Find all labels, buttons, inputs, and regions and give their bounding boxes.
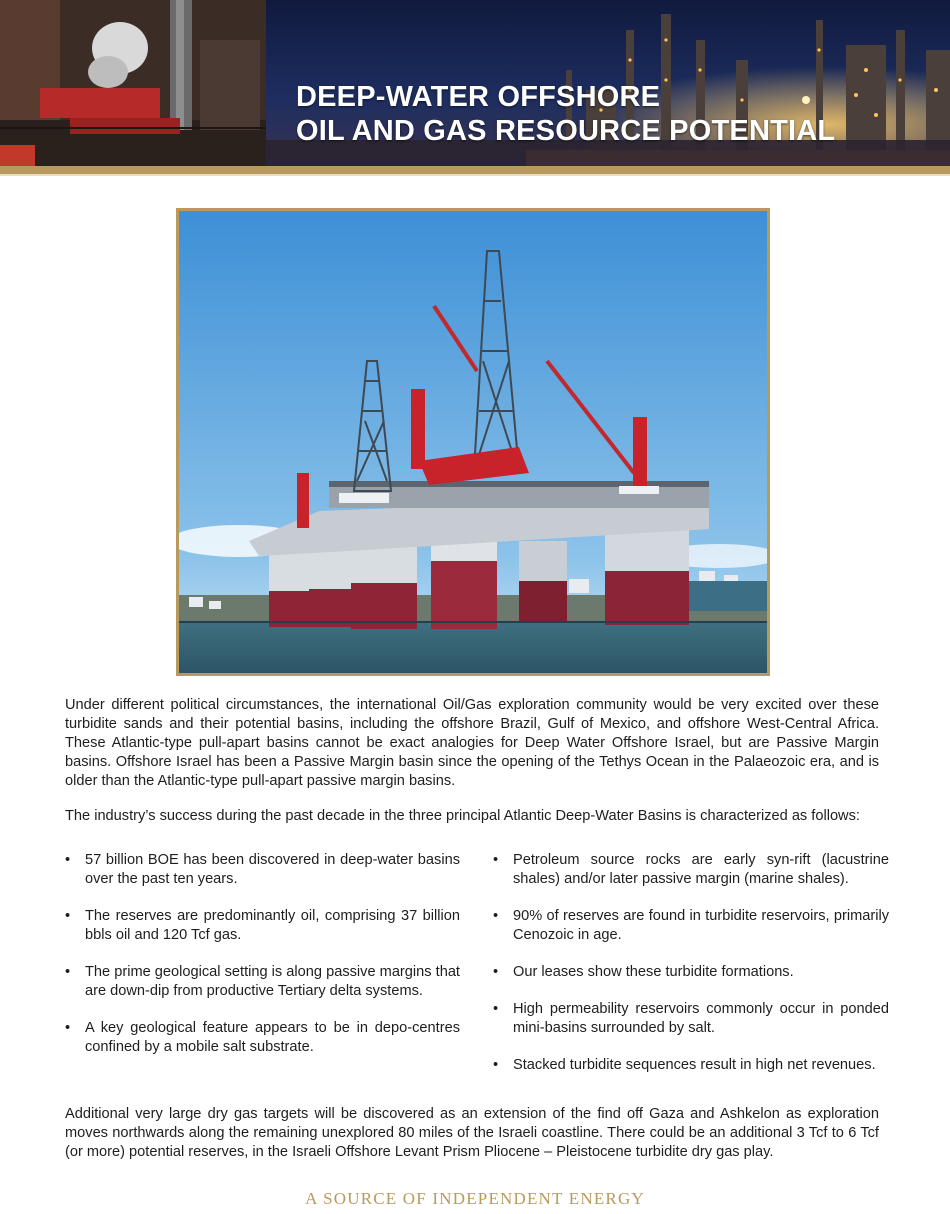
list-item-text: Stacked turbidite sequences result in high net revenues.	[513, 1057, 876, 1073]
bullet-dot: •	[65, 1020, 71, 1036]
bullet-list-right	[493, 851, 889, 1075]
bullet-dot: •	[493, 1001, 499, 1017]
bullet-dot: •	[493, 964, 499, 980]
list-item-text: 90% of reserves are found in turbidite reservoirs, primarily Cenozoic in age.	[513, 908, 889, 943]
bullet-dot: •	[65, 908, 71, 924]
closing-paragraph: Additional very large dry gas targets will be discovered as an extension of the find off Gaza and Ashkelon as exploration moves northwards along the remaining unexplored 80 miles of the Israeli coastline. There could be an additional 3 Tcf to 6 Tcf (or more) potential reserves, in the Israeli Offshore Levant Prism Pliocene – Pleistocene turbidite dry gas play.	[65, 1106, 879, 1160]
list-item	[65, 1019, 460, 1057]
list-item	[65, 851, 460, 889]
list-item	[493, 907, 889, 945]
list-item-text: The prime geological setting is along passive margins that are down-dip from productive Tertiary delta systems.	[85, 964, 460, 999]
list-item	[65, 907, 460, 945]
page-title	[296, 80, 835, 148]
lead-paragraph: The industry’s success during the past decade in the three principal Atlantic Deep-Water Basins is characterized as follows:	[65, 808, 860, 824]
bullet-dot: •	[493, 908, 499, 924]
drill-floor-photo	[0, 0, 266, 166]
bullet-list-left	[65, 851, 460, 1057]
list-item-text: High permeability reservoirs commonly occur in ponded mini-basins surrounded by salt.	[513, 1001, 889, 1036]
list-item-text: Petroleum source rocks are early syn-rift (lacustrine shales) and/or later passive margin (marine shales).	[513, 852, 889, 887]
gold-divider	[0, 166, 950, 174]
list-item-text: The reserves are predominantly oil, comprising 37 billion bbls oil and 120 Tcf gas.	[85, 908, 460, 943]
bullet-dot: •	[65, 852, 71, 868]
bullet-dot: •	[493, 852, 499, 868]
title-line-1: DEEP-WATER OFFSHORE	[296, 81, 661, 113]
list-item	[493, 1056, 889, 1075]
bullet-dot: •	[65, 964, 71, 980]
header-banner	[0, 0, 950, 166]
intro-paragraph: Under different political circumstances, the international Oil/Gas exploration community would be very excited over these turbidite sands and their potential basins, including the offshore Brazil, Gulf of Mexico, and offshore West-Central Africa. These Atlantic-type pull-apart basins cannot be exact analogies for Deep Water Offshore Israel, but are Passive Margin basins. Offshore Israel has been a Passive Margin basin since the opening of the Tethys Ocean in the Palaeozoic era, and is older than the Atlantic-type pull-apart passive margin basins.	[65, 697, 879, 789]
list-item-text: 57 billion BOE has been discovered in deep-water basins over the past ten years.	[85, 852, 460, 887]
list-item-text: A key geological feature appears to be in depo-centres confined by a mobile salt substrate.	[85, 1020, 460, 1055]
footer-tagline: A SOURCE OF INDEPENDENT ENERGY	[305, 1189, 645, 1208]
list-item	[493, 1000, 889, 1038]
offshore-rig-photo	[176, 208, 770, 676]
list-item-text: Our leases show these turbidite formations.	[513, 964, 794, 980]
gold-divider-light	[0, 174, 950, 176]
list-item	[493, 851, 889, 889]
list-item	[493, 963, 889, 982]
title-line-2: OIL AND GAS RESOURCE POTENTIAL	[296, 115, 836, 147]
list-item	[65, 963, 460, 1001]
bullet-dot: •	[493, 1057, 499, 1073]
